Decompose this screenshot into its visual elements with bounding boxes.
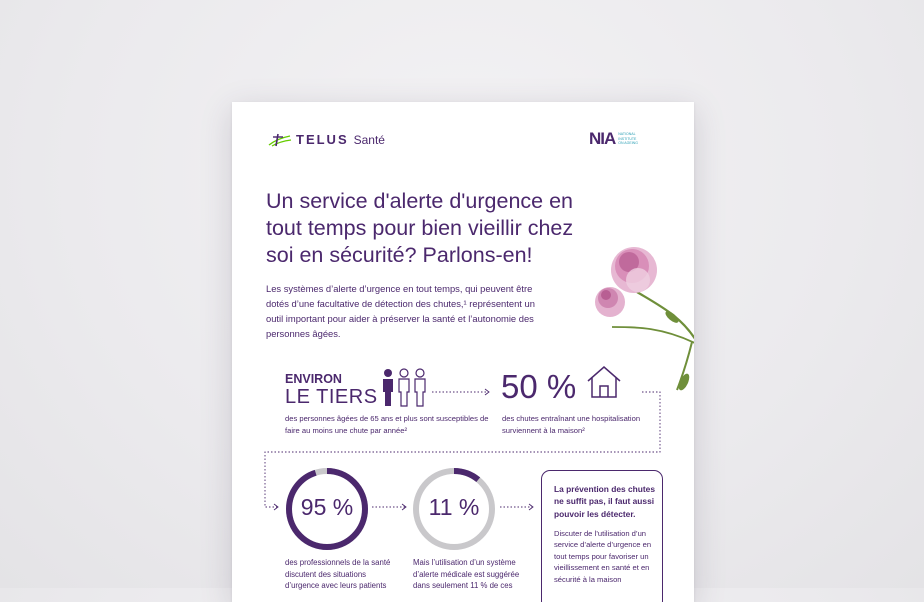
house-icon (586, 365, 622, 399)
callout-body: Discuter de l’utilisation d’un service d’alerte d’urgence en tout temps pour favoriser un vieillissement en santé et en sécurité à la maison (554, 528, 652, 584)
stat-tiers-description: des personnes âgées de 65 ans et plus sont susceptibles de faire au moins une chute par année² (285, 414, 489, 435)
stat-95-value: 95 % (300, 494, 354, 520)
telus-wordmark: TELUS (296, 132, 349, 147)
stat-95-description: des professionnels de la santé discutent des situations d’urgence avec leurs patients (285, 558, 391, 590)
telus-sante-label: Santé (353, 132, 385, 147)
nia-text-line: ON AGEING (618, 141, 638, 146)
stat-tiers-prefix: ENVIRON (285, 372, 342, 386)
nia-text-line: NATIONAL (618, 132, 636, 137)
three-people-icon (380, 368, 428, 408)
nia-text-line: INSTITUTE (618, 136, 637, 141)
nia-mark: NIA (589, 129, 616, 148)
document-page (232, 102, 694, 602)
page-title: Un service d'alerte d'urgence en tout temps pour bien vieillir chez soi en sécurité? Parlons-en! (266, 189, 574, 267)
stat-11-description: Mais l’utilisation d’un système d’alerte médicale est suggérée dans seulement 11 % de ces (413, 558, 520, 590)
stat-11-value: 11 % (428, 494, 480, 520)
callout-title: La prévention des chutes ne suffit pas, il faut aussi pouvoir les détecter. (554, 484, 655, 519)
stat-tiers-value: LE TIERS (285, 386, 378, 408)
stat-fifty-description: des chutes entraînant une hospitalisation surviennent à la maison² (502, 414, 641, 435)
intro-paragraph: Les systèmes d’alerte d’urgence en tout temps, qui peuvent être dotés d’une facultative de détection des chutes,¹ représentent un outil important pour aider à préserver la santé et l’autonomie des personnes âgées. (266, 283, 535, 339)
stat-fifty-value: 50 % (501, 368, 577, 405)
callout-box (541, 470, 663, 602)
